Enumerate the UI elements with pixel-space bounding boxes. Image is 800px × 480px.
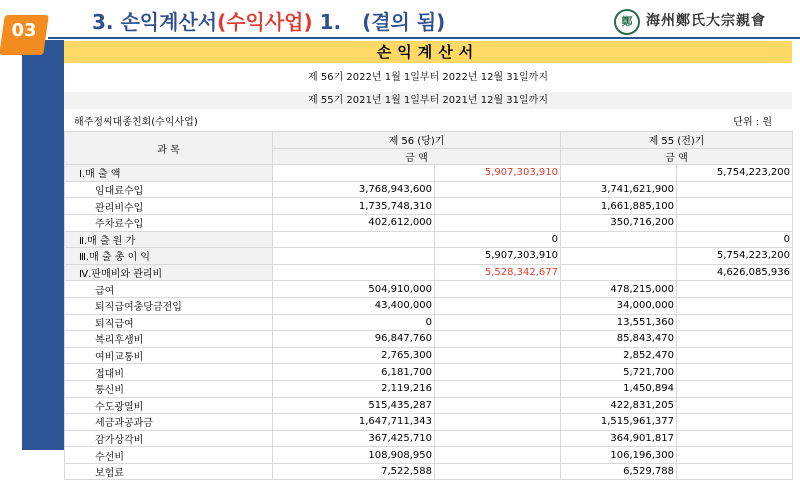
table-row [65,165,793,182]
current-total-amount [435,198,561,215]
table-row [65,264,793,281]
current-total-amount [435,364,561,381]
clan-logo-icon: 鄭 [614,9,640,35]
title-paren: (수익사업) [217,10,313,34]
table-row [65,214,793,231]
period-current: 제 56기 2022년 1월 1일부터 2022년 12월 31일까지 [64,69,792,86]
current-total-amount [435,181,561,198]
previous-total-amount [677,364,793,381]
table-row [65,181,793,198]
current-total-amount [435,397,561,414]
row-label: Ⅳ.판매비와 관리비 [65,264,273,281]
row-label: 통신비 [65,380,273,397]
income-statement [64,41,792,480]
current-detail-amount: 3,768,943,600 [273,181,435,198]
table-row [65,447,793,464]
statement-table [64,131,793,480]
previous-detail-amount: 106,196,300 [561,447,677,464]
current-detail-amount: 504,910,000 [273,281,435,298]
table-row [65,347,793,364]
current-total-amount [435,297,561,314]
row-label: 여비교통비 [65,347,273,364]
row-label: Ⅰ.매 출 액 [65,165,273,182]
row-label: 임대료수입 [65,181,273,198]
table-row [65,248,793,265]
current-detail-amount: 43,400,000 [273,297,435,314]
period-previous: 제 55기 2021년 1월 1일부터 2021년 12월 31일까지 [64,92,792,109]
row-label: 세금과공과금 [65,414,273,431]
previous-detail-amount: 478,215,000 [561,281,677,298]
current-total-amount [435,214,561,231]
previous-total-amount [677,331,793,348]
previous-detail-amount: 13,551,360 [561,314,677,331]
previous-detail-amount: 1,661,885,100 [561,198,677,215]
previous-total-amount: 4,626,085,936 [677,264,793,281]
row-label: 급여 [65,281,273,298]
table-row [65,297,793,314]
row-label: 퇴직급여 [65,314,273,331]
current-detail-amount: 2,119,216 [273,380,435,397]
previous-total-amount [677,430,793,447]
previous-total-amount [677,198,793,215]
current-detail-amount: 515,435,287 [273,397,435,414]
page-title [92,6,445,35]
table-row [65,364,793,381]
previous-total-amount [677,463,793,480]
current-amount-header: 금 액 [273,148,561,165]
row-label: 감가상각비 [65,430,273,447]
previous-detail-amount: 350,716,200 [561,214,677,231]
previous-total-amount [677,447,793,464]
statement-heading: 손익계산서 [64,41,792,63]
row-label: 수도광열비 [65,397,273,414]
previous-detail-amount: 364,901,817 [561,430,677,447]
title-note: (결의 됨) [362,10,446,34]
current-period-header: 제 56 (당)기 [273,132,561,149]
row-label: Ⅲ.매 출 총 이 익 [65,248,273,265]
title-main: 3. 손익계산서 [92,10,218,34]
previous-detail-amount: 1,515,961,377 [561,414,677,431]
previous-detail-amount: 3,741,621,900 [561,181,677,198]
header-row-period [65,132,793,149]
table-row [65,463,793,480]
current-detail-amount: 108,908,950 [273,447,435,464]
current-total-amount: 5,907,303,910 [435,248,561,265]
previous-total-amount: 5,754,223,200 [677,165,793,182]
current-total-amount: 5,528,342,677 [435,264,561,281]
previous-total-amount: 5,754,223,200 [677,248,793,265]
current-detail-amount: 6,181,700 [273,364,435,381]
previous-detail-amount [561,165,677,182]
table-row [65,314,793,331]
current-total-amount [435,331,561,348]
previous-total-amount [677,397,793,414]
current-detail-amount: 96,847,760 [273,331,435,348]
table-row [65,414,793,431]
previous-detail-amount [561,264,677,281]
previous-total-amount: 0 [677,231,793,248]
row-label: 보험료 [65,463,273,480]
previous-amount-header: 금 액 [561,148,793,165]
current-detail-amount [273,231,435,248]
row-label: Ⅱ.매 출 원 가 [65,231,273,248]
row-label: 퇴직급여충당금전입 [65,297,273,314]
current-total-amount [435,281,561,298]
previous-detail-amount: 1,450,894 [561,380,677,397]
current-detail-amount: 367,425,710 [273,430,435,447]
row-label: 주차료수입 [65,214,273,231]
row-label: 접대비 [65,364,273,381]
previous-total-amount [677,347,793,364]
previous-detail-amount: 6,529,788 [561,463,677,480]
current-detail-amount: 2,765,300 [273,347,435,364]
previous-total-amount [677,314,793,331]
statement-rows [65,165,793,480]
current-total-amount [435,463,561,480]
table-row [65,331,793,348]
current-detail-amount: 402,612,000 [273,214,435,231]
table-row [65,231,793,248]
row-label: 수선비 [65,447,273,464]
previous-detail-amount: 5,721,700 [561,364,677,381]
section-badge-number: 03 [11,20,37,41]
organization-name: 海州鄭氏大宗親會 [646,13,766,29]
subject-header: 과 목 [65,132,273,165]
previous-total-amount [677,380,793,397]
previous-total-amount [677,281,793,298]
row-label: 복리후생비 [65,331,273,348]
previous-total-amount [677,181,793,198]
previous-total-amount [677,297,793,314]
title-number: 1. [319,10,342,34]
table-row [65,380,793,397]
current-detail-amount: 1,735,748,310 [273,198,435,215]
previous-detail-amount [561,248,677,265]
current-detail-amount: 0 [273,314,435,331]
previous-detail-amount: 2,852,470 [561,347,677,364]
unit-label: 단위 : 원 [733,117,772,128]
table-row [65,281,793,298]
current-total-amount [435,447,561,464]
current-detail-amount [273,165,435,182]
current-detail-amount [273,264,435,281]
current-detail-amount [273,248,435,265]
current-detail-amount: 7,522,588 [273,463,435,480]
current-total-amount [435,414,561,431]
table-row [65,198,793,215]
previous-total-amount [677,414,793,431]
table-row [65,430,793,447]
current-total-amount [435,314,561,331]
previous-total-amount [677,214,793,231]
statement-meta [64,115,792,131]
left-accent-bar [22,40,64,450]
row-label: 관리비수입 [65,198,273,215]
previous-detail-amount [561,231,677,248]
current-total-amount: 5,907,303,910 [435,165,561,182]
table-row [65,397,793,414]
previous-detail-amount: 85,843,470 [561,331,677,348]
statement-org-label: 해주정씨대종친회(수익사업) [74,117,198,128]
previous-detail-amount: 422,831,205 [561,397,677,414]
previous-detail-amount: 34,000,000 [561,297,677,314]
previous-period-header: 제 55 (전)기 [561,132,793,149]
title-underline [48,37,800,39]
current-total-amount [435,347,561,364]
current-detail-amount: 1,647,711,343 [273,414,435,431]
current-total-amount [435,380,561,397]
current-total-amount: 0 [435,231,561,248]
current-total-amount [435,430,561,447]
